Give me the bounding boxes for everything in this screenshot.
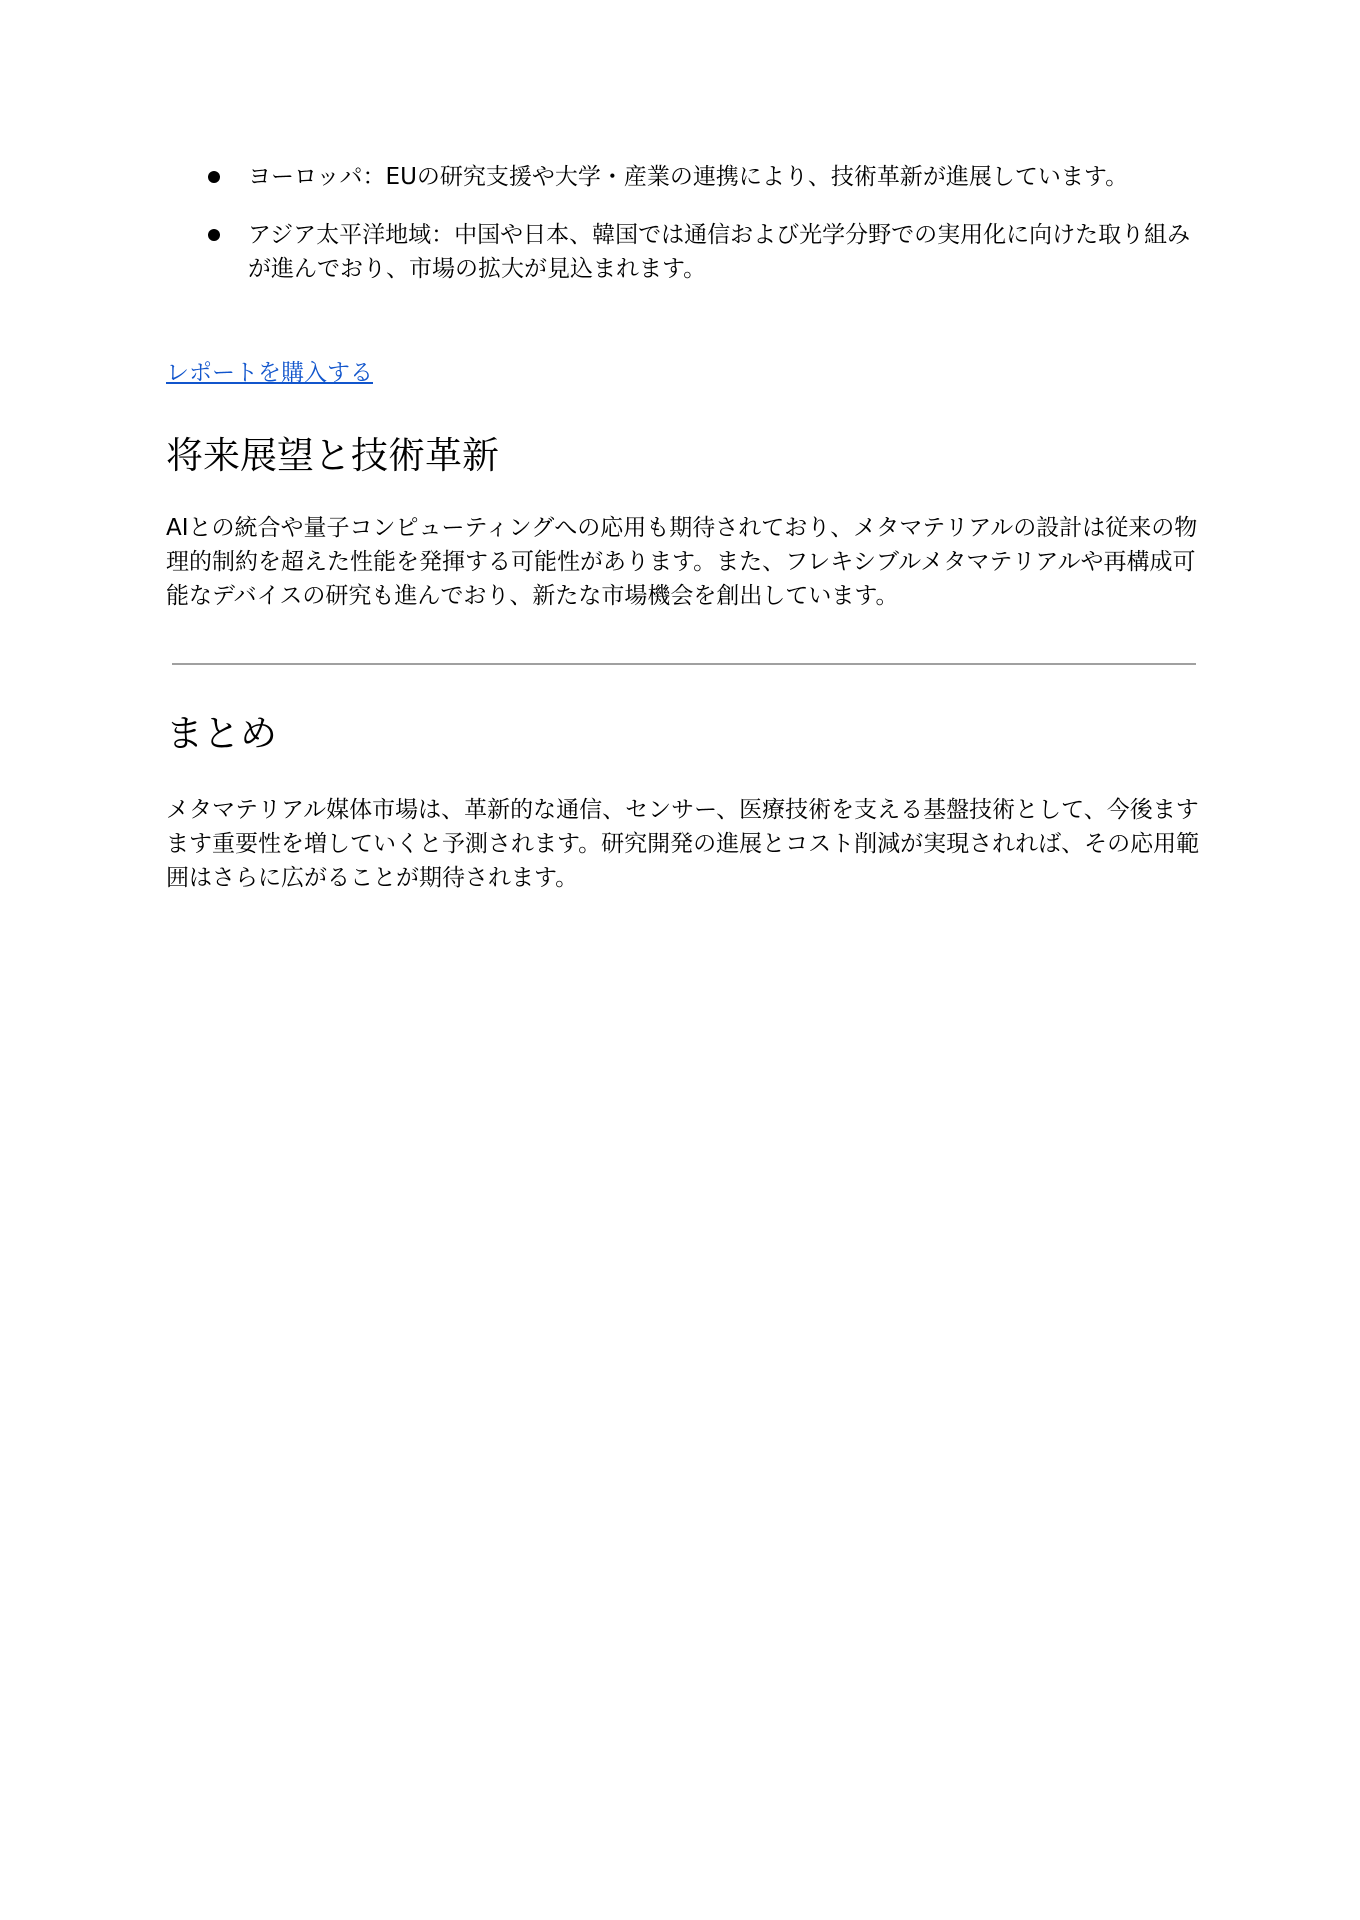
future-outlook-paragraph: AIとの統合や量子コンピューティングへの応用も期待されており、メタマテリアルの設計は従来の物理的制約を超えた性能を発揮する可能性があります。また、フレキシブルメタマテリアルや再構成可能なデバイスの研究も進んでおり、新たな市場機会を創出しています。 — [166, 515, 1198, 609]
future-outlook-heading: 将来展望と技術革新 — [166, 434, 499, 477]
summary-heading: まとめ — [166, 712, 277, 755]
list-item-europe — [166, 160, 1206, 194]
summary-paragraph: メタマテリアル媒体市場は、革新的な通信、センサー、医療技術を支える基盤技術として、今後ますます重要性を増していくと予測されます。研究開発の進展とコスト削減が実現されれば、その応用範囲はさらに広がることが期待されます。 — [166, 797, 1200, 891]
regional-bullet-list — [166, 160, 1206, 310]
section-divider — [172, 663, 1196, 665]
bullet-icon — [208, 171, 220, 183]
list-item-asia-pacific — [166, 218, 1206, 286]
list-item-text: アジア太平洋地域：中国や日本、韓国では通信および光学分野での実用化に向けた取り組みが進んでおり、市場の拡大が見込まれます。 — [248, 222, 1191, 282]
bullet-icon — [208, 229, 220, 241]
purchase-report-link[interactable]: レポートを購入する — [166, 360, 373, 386]
list-item-text: ヨーロッパ：EUの研究支援や大学・産業の連携により、技術革新が進展しています。 — [248, 164, 1129, 190]
